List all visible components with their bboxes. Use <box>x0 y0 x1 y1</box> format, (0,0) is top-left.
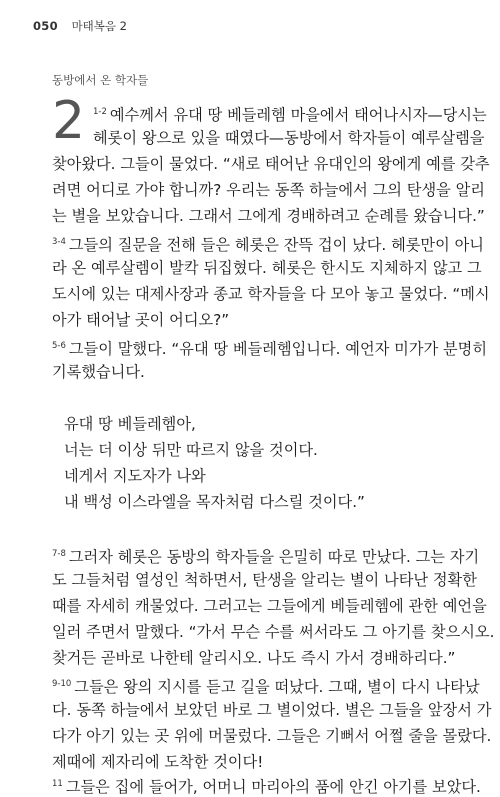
line-text: 일러 주면서 말했다. “가서 무슨 수를 써서라도 그 아기를 찾으시오. <box>52 623 495 641</box>
quote-line <box>64 466 206 486</box>
line-text: 유대 땅 베들레헴아, <box>64 415 196 433</box>
text-line <box>52 544 480 567</box>
text-line <box>52 726 492 746</box>
verse-number: 11 <box>52 779 63 789</box>
line-text: 너는 더 이상 뒤만 따르지 않을 것이다. <box>64 441 318 459</box>
line-text: 때를 자세히 캐물었다. 그러고는 그들에게 베들레헴에 관한 예언을 <box>52 597 487 615</box>
line-text: 내 백성 이스라엘을 목자처럼 다스릴 것이다.” <box>64 493 365 511</box>
line-text: 제때에 제자리에 도착한 것이다! <box>52 753 264 771</box>
verse-number: 7-8 <box>52 549 66 559</box>
text-line <box>52 648 455 668</box>
line-text: 그들의 질문을 전해 들은 헤롯은 잔뜩 겁이 났다. 헤롯만이 아니 <box>68 236 484 254</box>
text-line <box>52 674 480 697</box>
verse-number: 5-6 <box>52 341 66 351</box>
line-text: 그들은 집에 들어가, 어머니 마리아의 품에 안긴 아기를 보았다. <box>65 778 481 796</box>
section-heading: 동방에서 온 학자들 <box>52 73 149 87</box>
text-line <box>52 284 490 304</box>
text-line <box>52 570 477 590</box>
verse-number: 1-2 <box>93 107 107 117</box>
quote-line <box>64 492 365 512</box>
quote-line <box>64 414 196 434</box>
verse-number: 9-10 <box>52 679 72 689</box>
text-line <box>52 622 495 642</box>
line-text: 그들은 왕의 지시를 듣고 길을 떠났다. 그때, 별이 다시 나타났 <box>74 678 480 696</box>
text-line <box>52 596 487 616</box>
text-line <box>52 154 490 174</box>
line-text: 예수께서 유대 땅 베들레헴 마을에서 태어나시자—당시는 <box>109 106 487 124</box>
text-line <box>52 180 485 200</box>
verse-number: 3-4 <box>52 237 66 247</box>
line-text: 다가 아기 있는 곳 위에 머물렀다. 그들은 기뻐서 어쩔 줄을 몰랐다. <box>52 727 492 745</box>
line-text: 아가 태어날 곳이 어디오?” <box>52 311 230 329</box>
page-number: 050 <box>33 19 58 33</box>
line-text: 라 온 예루살렘이 발칵 뒤집혔다. 헤롯은 한시도 지체하지 않고 그 <box>52 259 482 277</box>
text-line <box>52 336 487 359</box>
line-text: 그러자 헤롯은 동방의 학자들을 은밀히 따로 만났다. 그는 자기 <box>68 548 480 566</box>
line-text: 찾아왔다. 그들이 물었다. “새로 태어난 유대인의 왕에게 예를 갖추 <box>52 155 490 173</box>
text-line <box>52 774 481 797</box>
line-text: 려면 어디로 가야 합니까? 우리는 동쪽 하늘에서 그의 탄생을 알리 <box>52 181 485 199</box>
line-text: 도시에 있는 대제사장과 종교 학자들을 다 모아 놓고 물었다. “메시 <box>52 285 490 303</box>
text-line <box>52 752 263 772</box>
line-text: 네게서 지도자가 나와 <box>64 467 206 485</box>
text-line <box>93 128 485 148</box>
running-title: 마태복음 2 <box>71 19 127 33</box>
text-line <box>52 258 482 278</box>
line-text: 헤롯이 왕으로 있을 때였다—동방에서 학자들이 예루살렘을 <box>93 129 485 147</box>
line-text: 다. 동쪽 하늘에서 보았던 바로 그 별이었다. 별은 그들을 앞장서 가 <box>52 701 492 719</box>
page-header <box>33 18 127 34</box>
line-text: 기록했습니다. <box>52 363 145 381</box>
chapter-number: 2 <box>52 91 86 151</box>
quote-line <box>64 440 318 460</box>
text-line <box>52 362 145 382</box>
line-text: 찾거든 곧바로 나한테 알리시오. 나도 즉시 가서 경배하리다.” <box>52 649 456 667</box>
text-line <box>52 232 484 255</box>
text-line <box>93 102 487 125</box>
line-text: 그들이 말했다. “유대 땅 베들레헴입니다. 예언자 미가가 분명히 <box>68 340 487 358</box>
text-line <box>52 310 229 330</box>
line-text: 도 그들처럼 열성인 척하면서, 탄생을 알리는 별이 나타난 정확한 <box>52 571 477 589</box>
line-text: 는 별을 보았습니다. 그래서 그에게 경배하려고 순례를 왔습니다.” <box>52 207 485 225</box>
text-line <box>52 206 485 226</box>
text-line <box>52 700 492 720</box>
